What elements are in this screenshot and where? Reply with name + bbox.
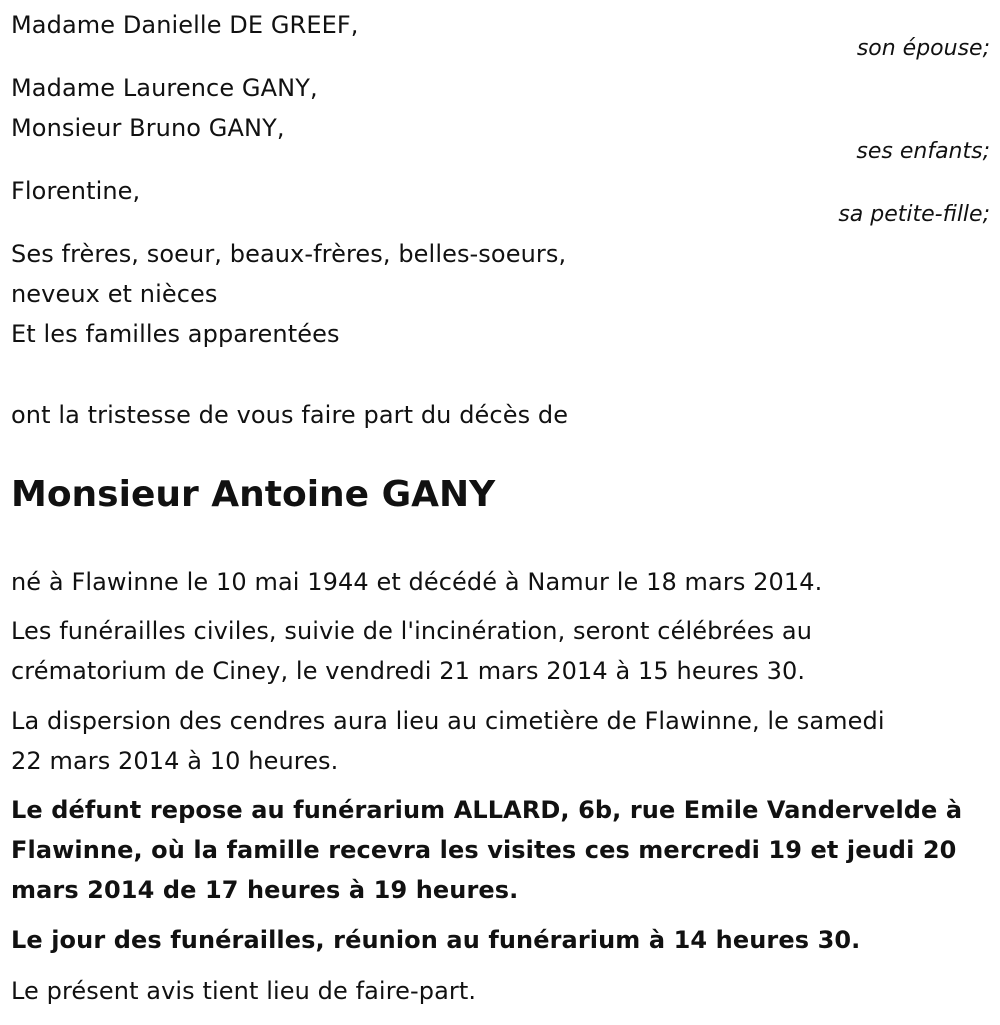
spouse-name: Madame Danielle DE GREEF, <box>11 11 359 39</box>
children-relation: ses enfants; <box>856 139 990 164</box>
meeting-line: Le jour des funérailles, réunion au funérarium à 14 heures 30. <box>11 926 861 954</box>
rest-line-3: mars 2014 de 17 heures à 19 heures. <box>11 876 519 904</box>
child-name-2: Monsieur Bruno GANY, <box>11 114 285 142</box>
others-line-1: Ses frères, soeur, beaux-frères, belles-soeurs, <box>11 240 567 268</box>
deceased-name: Monsieur Antoine GANY <box>11 474 496 515</box>
grandchild-relation: sa petite-fille; <box>838 202 990 227</box>
funeral-line-1: Les funérailles civiles, suivie de l'incinération, seront célébrées au <box>11 617 813 645</box>
ashes-line-1: La dispersion des cendres aura lieu au cimetière de Flawinne, le samedi <box>11 707 885 735</box>
spouse-relation: son épouse; <box>856 36 990 61</box>
ashes-line-2: 22 mars 2014 à 10 heures. <box>11 747 339 775</box>
rest-line-1: Le défunt repose au funérarium ALLARD, 6b, rue Emile Vandervelde à <box>11 796 963 824</box>
others-line-2: neveux et nièces <box>11 280 218 308</box>
grandchild-name: Florentine, <box>11 177 141 205</box>
child-name-1: Madame Laurence GANY, <box>11 74 318 102</box>
others-line-3: Et les familles apparentées <box>11 320 340 348</box>
rest-line-2: Flawinne, où la famille recevra les visites ces mercredi 19 et jeudi 20 <box>11 836 957 864</box>
birth-death-line: né à Flawinne le 10 mai 1944 et décédé à Namur le 18 mars 2014. <box>11 568 823 596</box>
funeral-line-2: crématorium de Ciney, le vendredi 21 mars 2014 à 15 heures 30. <box>11 657 806 685</box>
closing-line: Le présent avis tient lieu de faire-part. <box>11 977 477 1005</box>
announcement-intro: ont la tristesse de vous faire part du décès de <box>11 401 569 429</box>
